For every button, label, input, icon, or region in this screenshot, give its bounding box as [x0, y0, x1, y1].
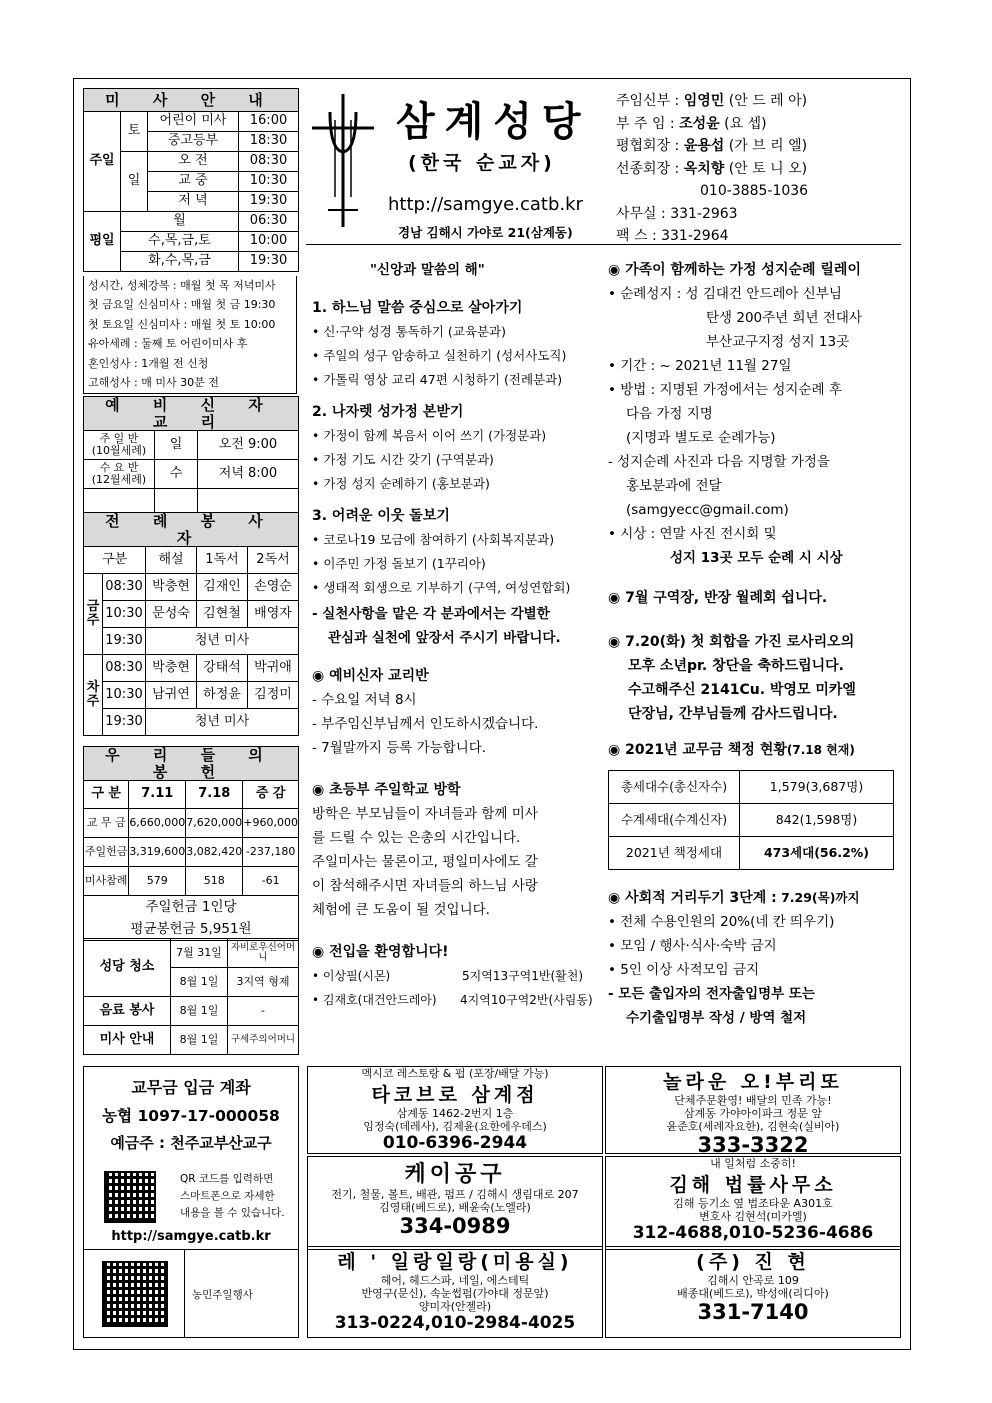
- ad-line: 헤어, 헤드스파, 네일, 에스테틱: [380, 1274, 530, 1287]
- duty-label: 음료 봉사: [84, 997, 171, 1026]
- header-divider: [306, 244, 901, 245]
- qr-code-icon[interactable]: [102, 1261, 168, 1327]
- mass-name: 어린이 미사: [148, 112, 239, 132]
- list-item: - 부주임신부님께서 인도하시겠습니다.: [312, 716, 539, 732]
- avg-line2: 평균봉헌금 5,951원: [130, 921, 252, 937]
- time: 08:30: [103, 574, 146, 601]
- rosary-line: 수고해주신 2141Cu. 박영모 미카엘: [628, 682, 856, 698]
- rosary-line: 모후 소년pr. 창단을 축하드립니다.: [628, 658, 844, 674]
- youth-mass: 청년 미사: [146, 628, 299, 655]
- staff-name: 조성윤: [679, 115, 720, 132]
- qr-text: QR 코드를 입력하면: [180, 1173, 274, 1185]
- qr2-text: 농민주일행사: [192, 1289, 253, 1301]
- rosary-line: 단장님, 간부님들께 감사드립니다.: [628, 706, 838, 722]
- time: 19:30: [103, 709, 146, 736]
- list-item: 탄생 200주년 희년 전대사: [706, 310, 863, 326]
- value: 3,082,420: [186, 838, 243, 867]
- list-item: • 신·구약 성경 통독하기 (교육분과): [312, 324, 506, 339]
- newcomer-area: 5지역13구역1반(활천): [462, 969, 584, 983]
- list-item: • 방법 : 지명된 가정에서는 성지순례 후: [608, 382, 842, 398]
- duty-label: 미사 안내: [84, 1026, 171, 1055]
- change: -61: [243, 867, 299, 896]
- ad-phone: 334-0989: [399, 1214, 511, 1238]
- dues-table: [608, 770, 894, 870]
- section-heading: 1. 하느님 말씀 중심으로 살아가기: [312, 300, 523, 316]
- change: -237,180: [243, 838, 299, 867]
- account-title: 교무금 입금 계좌: [131, 1078, 251, 1097]
- staff-name: 윤용섭: [683, 138, 725, 154]
- sat-label: 토: [121, 112, 148, 152]
- note-line: 혼인성사 : 1개월 전 신청: [88, 356, 209, 370]
- duty-who: 3지역 형제: [228, 968, 299, 997]
- paragraph-line: 주일미사는 물론이고, 평일미사에도 갈: [312, 854, 538, 870]
- ad-phone: 010-6396-2944: [382, 1133, 528, 1153]
- list-item: - 수요일 저녁 8시: [312, 692, 417, 708]
- staff-name: 옥치향: [683, 160, 725, 177]
- value: 7,620,000: [186, 809, 243, 838]
- ad-tagline: 멕시코 레스토랑 & 펍 (포장/배달 가능): [361, 1067, 549, 1080]
- ad-title: (주) 진 현: [696, 1251, 810, 1273]
- ad-line: 윤준호(세례자요한), 김현숙(실비아): [666, 1120, 840, 1133]
- section-heading: 2. 나자렛 성가정 본받기: [312, 404, 464, 420]
- time: 10:30: [103, 682, 146, 709]
- account-number: 농협 1097-17-000058: [102, 1107, 280, 1125]
- staff-phone: 010-3885-1036: [700, 183, 809, 199]
- youth-mass: 청년 미사: [146, 709, 299, 736]
- ad-line: 배종대(베드로), 박성애(리디아): [677, 1287, 829, 1300]
- class-sub: (12월세례): [91, 473, 147, 486]
- col-head: 1독서: [197, 547, 248, 574]
- ad-phone: 333-3322: [697, 1133, 809, 1154]
- dues-value: 473세대(56.2%): [740, 837, 894, 870]
- ad-line: 김해 등기소 옆 법조타운 A301호: [673, 1197, 833, 1210]
- col-head: 7.11: [129, 781, 186, 809]
- dues-label: 2021년 책정세대: [609, 837, 740, 870]
- paragraph-line: 방학은 부모님들이 자녀들과 함께 미사: [312, 806, 538, 822]
- staff-baptismal: (요 셉): [724, 115, 767, 132]
- class-time: 저녁 8:00: [198, 460, 299, 489]
- ad-box: [307, 1246, 603, 1338]
- fax: 팩 스 : 331-2964: [616, 228, 729, 244]
- row-label: 미사참례: [84, 867, 129, 896]
- mass-name: 수,목,금,토: [121, 232, 239, 252]
- list-item: • 주일의 성구 암송하고 실천하기 (성서사도직): [312, 348, 567, 363]
- list-item: - 7월말까지 등록 가능합니다.: [312, 740, 487, 756]
- church-address: 경남 김해시 가야로 21(삼계동): [398, 225, 573, 240]
- ad-phone: 331-7140: [697, 1300, 809, 1324]
- class-day: 수: [155, 460, 198, 489]
- account-holder: 예금주 : 천주교부산교구: [110, 1134, 272, 1152]
- value: 3,319,600: [129, 838, 186, 867]
- mass-time: 10:30: [239, 172, 299, 192]
- list-item: • 가정이 함께 복음서 이어 쓰기 (가정분과): [312, 428, 547, 443]
- list-item: • 생태적 회생으로 기부하기 (구역, 여성연합회): [312, 580, 571, 595]
- ad-box: [605, 1156, 901, 1250]
- catechumen-table: [83, 396, 299, 518]
- ad-line: 단체주문환영! 배달의 민족 가능!: [674, 1094, 832, 1107]
- note-line: 성시간, 성체강복 : 매월 첫 목 저녁미사: [88, 279, 276, 292]
- list-item: 수기출입명부 작성 / 방역 철저: [626, 1010, 807, 1026]
- class-day: 일: [155, 431, 198, 460]
- church-logo: [308, 92, 378, 232]
- note-line: 첫 금요일 신심미사 : 매월 첫 금 19:30: [88, 298, 276, 312]
- school-notice-title: ◉ 초등부 주일학교 방학: [312, 782, 461, 798]
- list-item: - 모든 출입자의 전자출입명부 또는: [608, 986, 815, 1002]
- list-item: • 기간 : ~ 2021년 11월 27일: [608, 358, 792, 374]
- note-line: 첫 토요일 신심미사 : 매월 첫 토 10:00: [88, 317, 276, 331]
- closing-line: 관심과 실천에 앞장서 주시기 바랍니다.: [328, 630, 561, 646]
- col-head: 2독서: [248, 547, 299, 574]
- ad-line: 김해시 안곡로 109: [707, 1274, 799, 1287]
- duty-who: 자비로우신어머니: [228, 939, 299, 968]
- duties-table: [83, 938, 299, 1055]
- reader1: 김현철: [197, 601, 248, 628]
- mass-name: 저 녁: [148, 192, 239, 212]
- ad-phone: 313-0224,010-2984-4025: [334, 1313, 576, 1333]
- ad-title: 케이공구: [404, 1162, 506, 1187]
- mass-time: 08:30: [239, 152, 299, 172]
- commentator: 박충현: [146, 655, 197, 682]
- duty-date: 8월 1일: [171, 997, 228, 1026]
- time: 10:30: [103, 601, 146, 628]
- next-week-label: 차주: [84, 655, 103, 736]
- duty-who: 구세주의어머니: [228, 1026, 299, 1055]
- value: 518: [186, 867, 243, 896]
- meeting-notice: ◉ 7월 구역장, 반장 월례회 쉽니다.: [608, 590, 828, 606]
- col-head: 구분: [84, 547, 146, 574]
- ad-line: 삼계동 1462-2번지 1층: [396, 1107, 514, 1120]
- mass-name: 중고등부: [148, 132, 239, 152]
- avg-line1: 주일헌금 1인당: [145, 899, 237, 915]
- mass-time: 06:30: [239, 212, 299, 232]
- list-item: • 가정 성지 순례하기 (홍보분과): [312, 476, 490, 491]
- row-label: 교 무 금: [84, 809, 129, 838]
- middle-column: [312, 258, 602, 1012]
- weekday-label: 평일: [84, 212, 121, 272]
- staff-role: 선종회장: [616, 160, 671, 177]
- distancing-note: 7.29(목)까지: [781, 890, 860, 905]
- ad-line: 임정숙(데레사), 김제윤(요한에우데스): [363, 1120, 547, 1133]
- mass-name: 월: [121, 212, 239, 232]
- newcomer-name: • 이상필(시몬): [312, 969, 391, 983]
- mass-time: 16:00: [239, 112, 299, 132]
- list-item: • 모임 / 행사·식사·숙박 금지: [608, 938, 777, 954]
- duty-label: 성당 청소: [84, 939, 171, 997]
- church-name: 삼계성당: [396, 98, 591, 145]
- mass-time: 10:00: [239, 232, 299, 252]
- welcome-title: ◉ 전입을 환영합니다!: [312, 944, 449, 960]
- ad-box: [307, 1156, 603, 1250]
- sun-label: 일: [121, 152, 148, 212]
- row-label: 주일헌금: [84, 838, 129, 867]
- ad-line: 반영구(문신), 속눈썹펌(가야대 정문앞): [361, 1287, 549, 1300]
- offering-header: 우 리 들 의 봉 헌: [84, 747, 299, 781]
- faith-year-title: "신앙과 말씀의 해": [370, 262, 485, 278]
- col-head: 구 분: [84, 781, 129, 809]
- list-item: 부산교구지정 성지 13곳: [706, 334, 850, 350]
- reader1: 김재인: [197, 574, 248, 601]
- rosary-line: ◉ 7.20(화) 첫 회합을 가진 로사리오의: [608, 634, 855, 650]
- list-item: (samgyecc@gmail.com): [626, 502, 789, 518]
- church-subtitle: (한국 순교자): [408, 152, 556, 174]
- list-item: 홍보분과에 전달: [626, 478, 722, 494]
- mass-name: 교 중: [148, 172, 239, 192]
- dues-value: 1,579(3,687명): [740, 771, 894, 804]
- col-head: 해설: [146, 547, 197, 574]
- reader2: 박귀애: [248, 655, 299, 682]
- mass-time: 18:30: [239, 132, 299, 152]
- dues-label: 수계세대(수계신자): [609, 804, 740, 837]
- this-week-label: 금주: [84, 574, 103, 655]
- liturgy-table: [83, 512, 299, 736]
- dues-title: ◉ 2021년 교무금 책정 현황: [608, 742, 787, 758]
- duty-date: 8월 1일: [171, 1026, 228, 1055]
- section-heading: 3. 어려운 이웃 돌보기: [312, 508, 450, 524]
- reader2: 손영순: [248, 574, 299, 601]
- note-line: 유아세례 : 둘째 토 어린이미사 후: [88, 337, 248, 351]
- reader2: 김정미: [248, 682, 299, 709]
- account-url[interactable]: http://samgye.catb.kr: [111, 1229, 271, 1244]
- value: 579: [129, 867, 186, 896]
- class-sub: (10월세례): [91, 444, 147, 457]
- reader1: 하정윤: [197, 682, 248, 709]
- change: +960,000: [243, 809, 299, 838]
- dues-label: 총세대수(총신자수): [609, 771, 740, 804]
- dues-note: (7.18 현재): [786, 743, 855, 757]
- ad-box: [605, 1066, 901, 1154]
- list-item: (지명과 별도로 순례가능): [626, 430, 776, 446]
- class-time: 오전 9:00: [198, 431, 299, 460]
- ad-phone: 312-4688,010-5236-4686: [632, 1223, 874, 1243]
- list-item: • 코로나19 모금에 참여하기 (사회복지분과): [312, 532, 555, 547]
- list-item: • 시상 : 연말 사진 전시회 및: [608, 526, 777, 542]
- duty-date: 8월 1일: [171, 968, 228, 997]
- mass-guide-table: [83, 88, 299, 272]
- staff-baptismal: (안 드 레 아): [728, 93, 808, 109]
- reader1: 강태석: [197, 655, 248, 682]
- staff-role: 부 주 임: [616, 115, 666, 132]
- list-item: 성지 13곳 모두 순례 시 시상: [670, 550, 843, 566]
- ad-title: 레 ' 일랑일랑(미용실): [337, 1251, 573, 1273]
- mass-name: 화,수,목,금: [121, 252, 239, 272]
- staff-baptismal: (가 브 리 엘): [728, 138, 808, 154]
- class-name: 주 일 반: [99, 431, 139, 445]
- offering-table: [83, 746, 299, 941]
- qr-text: 내용을 볼 수 있습니다.: [180, 1207, 285, 1219]
- list-item: 다음 가정 지명: [626, 406, 713, 422]
- class-name: 수 요 반: [99, 460, 139, 474]
- ad-box: [307, 1066, 603, 1154]
- mass-notes: [83, 276, 297, 394]
- list-item: • 가정 기도 시간 갖기 (구역분과): [312, 452, 494, 467]
- time: 19:30: [103, 628, 146, 655]
- newcomer-name: • 김재호(대건안드레아): [312, 993, 437, 1007]
- reader2: 배영자: [248, 601, 299, 628]
- ad-box: [605, 1246, 901, 1338]
- ad-line: 삼계동 가야아이파크 정문 앞: [683, 1107, 822, 1120]
- list-item: • 이주민 가정 돌보기 (1꾸리아): [312, 556, 486, 571]
- col-head: 7.18: [186, 781, 243, 809]
- list-item: • 순례성지 : 성 김대건 안드레아 신부님: [608, 286, 842, 302]
- ad-line: 변호사 김현석(미카엘): [699, 1210, 807, 1223]
- qr-text: 스마트폰으로 자세한: [180, 1190, 275, 1202]
- closing-line: - 실천사항을 맡은 각 분과에서는 각별한: [312, 606, 550, 622]
- catechumen-notice-title: ◉ 예비신자 교리반: [312, 668, 429, 684]
- liturgy-header: 전 례 봉 사 자: [84, 513, 299, 547]
- ad-title: 타코브로 삼계점: [371, 1084, 539, 1106]
- commentator: 남귀연: [146, 682, 197, 709]
- commentator: 박충현: [146, 574, 197, 601]
- duty-date: 7월 31일: [171, 939, 228, 968]
- right-column: [608, 258, 903, 1030]
- ad-line: 전기, 철물, 볼트, 배관, 펌프 / 김해시 생림대로 207: [331, 1188, 579, 1201]
- list-item: • 전체 수용인원의 20%(네 칸 띄우기): [608, 914, 835, 930]
- distancing-title: ◉ 사회적 거리두기 3단계 :: [608, 890, 777, 906]
- church-url[interactable]: http://samgye.catb.kr: [388, 194, 583, 215]
- list-item: - 성지순례 사진과 다음 지명할 가정을: [608, 454, 830, 470]
- ad-title: 김해 법률사무소: [669, 1174, 837, 1196]
- paragraph-line: 이 참석해주시면 자녀들의 하느님 사랑: [312, 878, 538, 894]
- note-line: 고해성사 : 매 미사 30분 전: [88, 376, 219, 390]
- time: 08:30: [103, 655, 146, 682]
- sunday-label: 주일: [84, 112, 121, 212]
- staff-name: 임영민: [683, 93, 725, 109]
- staff-baptismal: (안 토 니 오): [728, 160, 808, 177]
- list-item: • 가톨릭 영상 교리 47편 시청하기 (전례분과): [312, 372, 563, 387]
- pilgrimage-title: ◉ 가족이 함께하는 가정 성지순례 릴레이: [608, 262, 861, 278]
- qr-code-icon[interactable]: [104, 1171, 156, 1223]
- staff-list: 주임신부 : 임영민 (안 드 레 아) 부 주 임 : 조성윤 (요 셉) 평협회장 : 윤용섭 (가 브 리 엘) 선종회장 : 옥치향 (안 토 니 오) 010-3885-1036 사무실 : 331-2963 팩 스 : 331-2964: [616, 90, 808, 248]
- ad-line: 양미자(안젤라): [418, 1300, 492, 1313]
- ad-title: 놀라운 오!부리또: [663, 1071, 843, 1093]
- paragraph-line: 체험에 큰 도움이 될 것입니다.: [312, 902, 490, 918]
- newcomer-area: 4지역10구역2반(사림동): [460, 993, 593, 1007]
- dues-value: 842(1,598명): [740, 804, 894, 837]
- duty-who: -: [228, 997, 299, 1026]
- catechumen-header: 예 비 신 자 교 리: [84, 397, 299, 431]
- account-box: [83, 1066, 299, 1338]
- value: 6,660,000: [129, 809, 186, 838]
- staff-role: 주임신부: [616, 93, 671, 109]
- mass-guide-header: 미 사 안 내: [84, 89, 299, 112]
- col-head: 증 감: [243, 781, 299, 809]
- mass-time: 19:30: [239, 192, 299, 212]
- mass-time: 19:30: [239, 252, 299, 272]
- paragraph-line: 를 드릴 수 있는 은총의 시간입니다.: [312, 830, 521, 846]
- mass-name: 오 전: [148, 152, 239, 172]
- commentator: 문성숙: [146, 601, 197, 628]
- ad-line: 김영태(베드로), 배윤숙(노엘라): [379, 1201, 531, 1214]
- staff-role: 평협회장: [616, 138, 671, 154]
- ad-tagline: 내 일처럼 소중히!: [710, 1157, 796, 1170]
- office-phone: 사무실 : 331-2963: [616, 205, 738, 222]
- list-item: • 5인 이상 사적모임 금지: [608, 962, 760, 978]
